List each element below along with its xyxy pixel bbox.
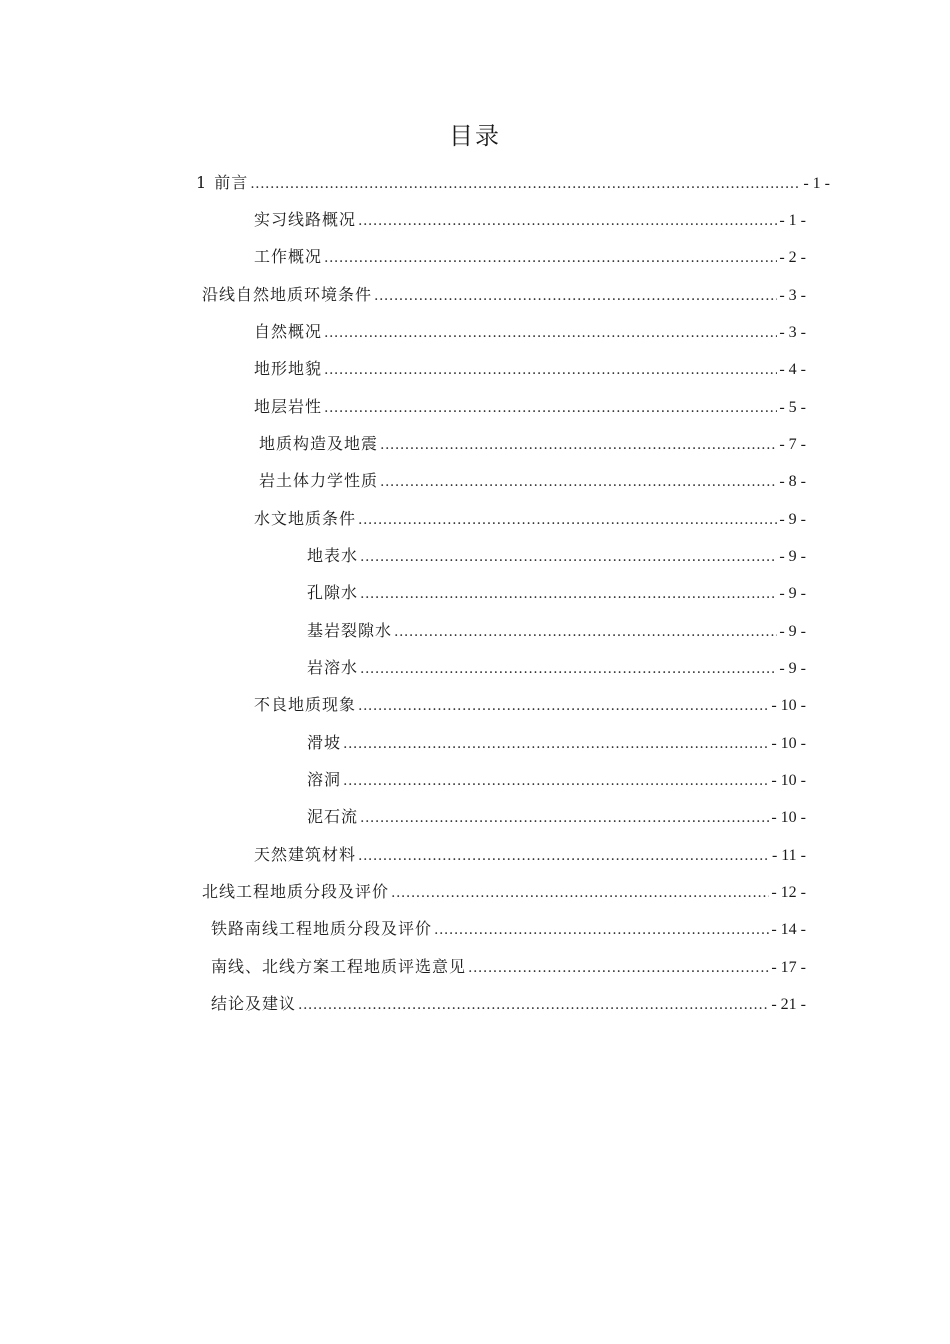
dot-leader — [324, 321, 777, 345]
toc-entry[interactable] — [307, 656, 806, 680]
page-title: 目录 — [449, 122, 501, 150]
toc-entry-label: 基岩裂隙水 — [307, 621, 393, 640]
toc-entry-page: - 1 - — [803, 175, 830, 192]
toc-entry[interactable] — [254, 843, 806, 867]
toc-entry-page: - 9 - — [779, 660, 806, 677]
toc-entry-label: 自然概况 — [254, 322, 323, 341]
toc-entry-page: - 14 - — [771, 921, 806, 938]
dot-leader — [360, 806, 769, 830]
toc-entry-page: - 17 - — [771, 959, 806, 976]
toc-entry[interactable] — [254, 320, 806, 344]
toc-entry-label: 北线工程地质分段及评价 — [202, 882, 390, 901]
dot-leader — [360, 582, 777, 606]
dot-leader — [468, 956, 769, 980]
dot-leader — [434, 918, 769, 942]
toc-entry-page: - 9 - — [779, 585, 806, 602]
toc-entry[interactable] — [202, 880, 806, 904]
toc-entry[interactable] — [307, 731, 806, 755]
toc-entry[interactable] — [254, 507, 806, 531]
dot-leader — [324, 246, 777, 270]
dot-leader — [360, 657, 777, 681]
toc-entry[interactable] — [254, 395, 806, 419]
dot-leader — [358, 508, 777, 532]
toc-entry-label: 不良地质现象 — [254, 695, 357, 714]
toc-entry-label: 前言 — [214, 173, 249, 192]
toc-entry[interactable] — [254, 693, 806, 717]
toc-entry-label: 沿线自然地质环境条件 — [202, 285, 373, 304]
toc-entry[interactable] — [254, 208, 806, 232]
toc-entry-page: - 11 - — [771, 847, 806, 864]
toc-entry[interactable] — [307, 544, 806, 568]
toc-entry-label: 南线、北线方案工程地质评选意见 — [211, 957, 467, 976]
toc-entry-page: - 5 - — [779, 399, 806, 416]
toc-entry-label: 结论及建议 — [211, 994, 297, 1013]
toc-entry-page: - 2 - — [779, 249, 806, 266]
toc-entry-page: - 10 - — [771, 735, 806, 752]
dot-leader — [374, 284, 777, 308]
toc-entry-label: 泥石流 — [307, 807, 359, 826]
dot-leader — [298, 993, 769, 1017]
toc-entry-label: 水文地质条件 — [254, 509, 357, 528]
toc-entry-page: - 9 - — [779, 548, 806, 565]
dot-leader — [250, 172, 801, 196]
toc-entry-page: - 9 - — [779, 623, 806, 640]
toc-entry[interactable] — [211, 917, 806, 941]
toc-entry-label: 工作概况 — [254, 247, 323, 266]
dot-leader — [343, 732, 769, 756]
toc-entry-label: 地形地貌 — [254, 359, 323, 378]
toc-entry-number: 1 — [196, 173, 207, 192]
toc-entry-page: - 21 - — [771, 996, 806, 1013]
toc-entry-label: 实习线路概况 — [254, 210, 357, 229]
toc-entry[interactable] — [254, 245, 806, 269]
toc-entry-preface[interactable] — [196, 171, 830, 195]
toc-entry-page: - 3 - — [779, 324, 806, 341]
dot-leader — [358, 209, 777, 233]
toc-entry-label: 天然建筑材料 — [254, 845, 357, 864]
toc-entry[interactable] — [307, 581, 806, 605]
toc-entry[interactable] — [307, 768, 806, 792]
toc-entry-page: - 7 - — [779, 436, 806, 453]
toc-entry[interactable] — [307, 619, 806, 643]
toc-entry-page: - 10 - — [771, 809, 806, 826]
toc-entry-label: 溶洞 — [307, 770, 342, 789]
dot-leader — [360, 545, 777, 569]
dot-leader — [391, 881, 769, 905]
toc-entry-label: 岩溶水 — [307, 658, 359, 677]
dot-leader — [324, 396, 777, 420]
toc-entry-page: - 10 - — [771, 697, 806, 714]
toc-entry-label: 地质构造及地震 — [259, 434, 379, 453]
toc-entry[interactable] — [254, 357, 806, 381]
toc-entry-label: 地层岩性 — [254, 397, 323, 416]
toc-entry[interactable] — [259, 469, 806, 493]
dot-leader — [358, 694, 769, 718]
toc-entry[interactable] — [202, 283, 806, 307]
toc-entry-label: 岩土体力学性质 — [259, 471, 379, 490]
dot-leader — [358, 844, 770, 868]
toc-entry-label: 滑坡 — [307, 733, 342, 752]
toc-entry[interactable] — [307, 805, 806, 829]
dot-leader — [324, 358, 777, 382]
toc-entry-page: - 4 - — [779, 361, 806, 378]
toc-entry[interactable] — [211, 955, 806, 979]
toc-entry-page: - 3 - — [779, 287, 806, 304]
toc-entry[interactable] — [211, 992, 806, 1016]
dot-leader — [343, 769, 769, 793]
toc-entry-page: - 8 - — [779, 473, 806, 490]
toc-entry-label: 铁路南线工程地质分段及评价 — [211, 919, 433, 938]
toc-entry-label: 孔隙水 — [307, 583, 359, 602]
toc-entry-label: 地表水 — [307, 546, 359, 565]
dot-leader — [380, 433, 777, 457]
dot-leader — [394, 620, 777, 644]
toc-entry[interactable] — [259, 432, 806, 456]
toc-entry-page: - 9 - — [779, 511, 806, 528]
toc-entry-page: - 1 - — [779, 212, 806, 229]
toc-entry-page: - 10 - — [771, 772, 806, 789]
dot-leader — [380, 470, 777, 494]
toc-entry-page: - 12 - — [771, 884, 806, 901]
